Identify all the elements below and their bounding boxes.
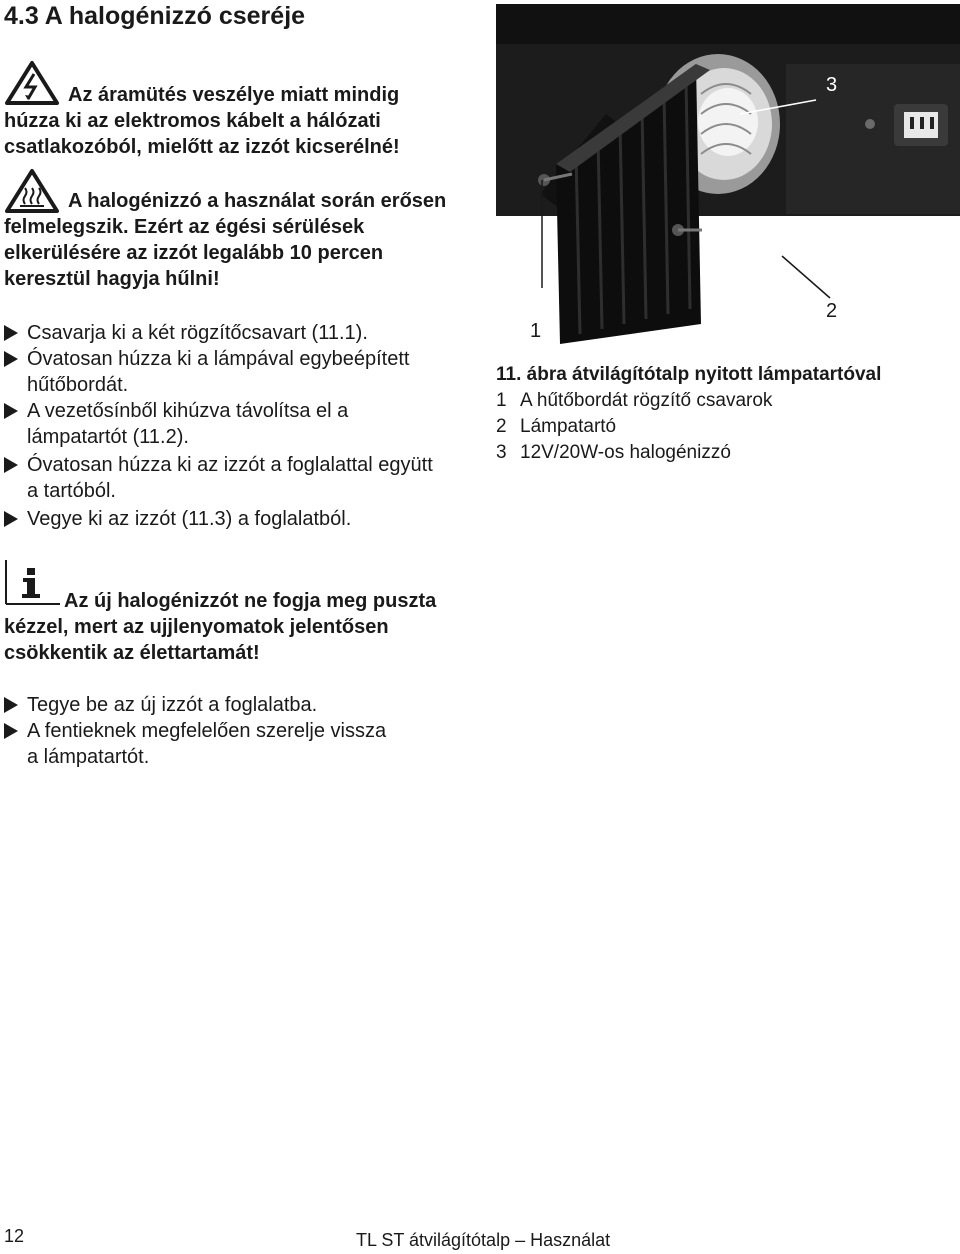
step-3-line-1: A vezetősínből kihúzva távolítsa el a: [27, 400, 349, 422]
callout-3-label: 3: [826, 74, 838, 96]
step-4-line-1: Óvatosan húzza ki az izzót a foglalattal együtt: [27, 454, 433, 476]
callout-2-label: 2: [826, 300, 838, 322]
step-2-line-2: hűtőbordát.: [27, 374, 129, 396]
page-number: 12: [4, 1226, 25, 1246]
electric-hazard-icon: [4, 60, 60, 106]
legend-text: 12V/20W-os halogénizzó: [520, 442, 731, 463]
legend-item: [496, 388, 956, 414]
triangle-bullet-icon: [4, 697, 18, 713]
legend-num: 2: [496, 416, 507, 437]
step-item: [4, 398, 348, 450]
triangle-bullet-icon: [4, 457, 18, 473]
info-note-line-3: csökkentik az élettartamát!: [4, 642, 260, 664]
legend-text: Lámpatartó: [520, 416, 617, 437]
step2-1-line-1: Tegye be az új izzót a foglalatba.: [27, 694, 318, 716]
section-title: 4.3 A halogénizzó cseréje: [4, 2, 306, 30]
heat-warning-line-1: A halogénizzó a használat során erősen: [68, 190, 447, 212]
heat-warning-line-3: elkerülésére az izzót legalább 10 percen: [4, 242, 384, 264]
step-item: [4, 346, 409, 398]
legend-text: A hűtőbordát rögzítő csavarok: [520, 390, 773, 411]
legend-num: 3: [496, 442, 507, 463]
callout-1-label: 1: [530, 320, 542, 342]
info-note-line-2: kézzel, mert az ujjlenyomatok jelentősen: [4, 616, 389, 638]
step-1-line-1: Csavarja ki a két rögzítőcsavart (11.1).: [27, 322, 368, 344]
triangle-bullet-icon: [4, 511, 18, 527]
electric-warning-line-1: Az áramütés veszélye miatt mindig: [68, 84, 400, 106]
step-item: [4, 320, 368, 346]
electric-warning-line-2: húzza ki az elektromos kábelt a hálózati: [4, 110, 381, 132]
figure-11-photo: [496, 4, 960, 356]
step-item: [4, 692, 317, 718]
info-note-line-1: Az új halogénizzót ne fogja meg puszta: [64, 590, 437, 612]
footer-doc-title: TL ST átvilágítótalp – Használat: [356, 1230, 611, 1250]
electric-warning-line-3: csatlakozóból, mielőtt az izzót kicserélné!: [4, 136, 400, 158]
legend-num: 1: [496, 390, 507, 411]
triangle-bullet-icon: [4, 403, 18, 419]
triangle-bullet-icon: [4, 325, 18, 341]
step2-2-line-1: A fentieknek megfelelően szerelje vissza: [27, 720, 387, 742]
step-3-line-2: lámpatartót (11.2).: [27, 426, 189, 448]
heat-warning-line-4: keresztül hagyja hűlni!: [4, 268, 220, 290]
step2-2-line-2: a lámpatartót.: [27, 746, 150, 768]
triangle-bullet-icon: [4, 723, 18, 739]
info-icon: [4, 560, 60, 606]
hot-surface-icon: [4, 168, 60, 214]
step-item: [4, 452, 433, 504]
figure-caption-title: 11. ábra átvilágítótalp nyitott lámpatartóval: [496, 364, 882, 385]
triangle-bullet-icon: [4, 351, 18, 367]
step-4-line-2: a tartóból.: [27, 480, 116, 502]
step-2-line-1: Óvatosan húzza ki a lámpával egybeépített: [27, 348, 410, 370]
legend-item: [496, 440, 956, 466]
legend-item: [496, 414, 956, 440]
step-item: [4, 506, 351, 532]
heat-warning-line-2: felmelegszik. Ezért az égési sérülések: [4, 216, 365, 238]
figure-caption: [496, 362, 956, 466]
step-5-line-1: Vegye ki az izzót (11.3) a foglalatból.: [27, 508, 352, 530]
step-item: [4, 718, 386, 770]
